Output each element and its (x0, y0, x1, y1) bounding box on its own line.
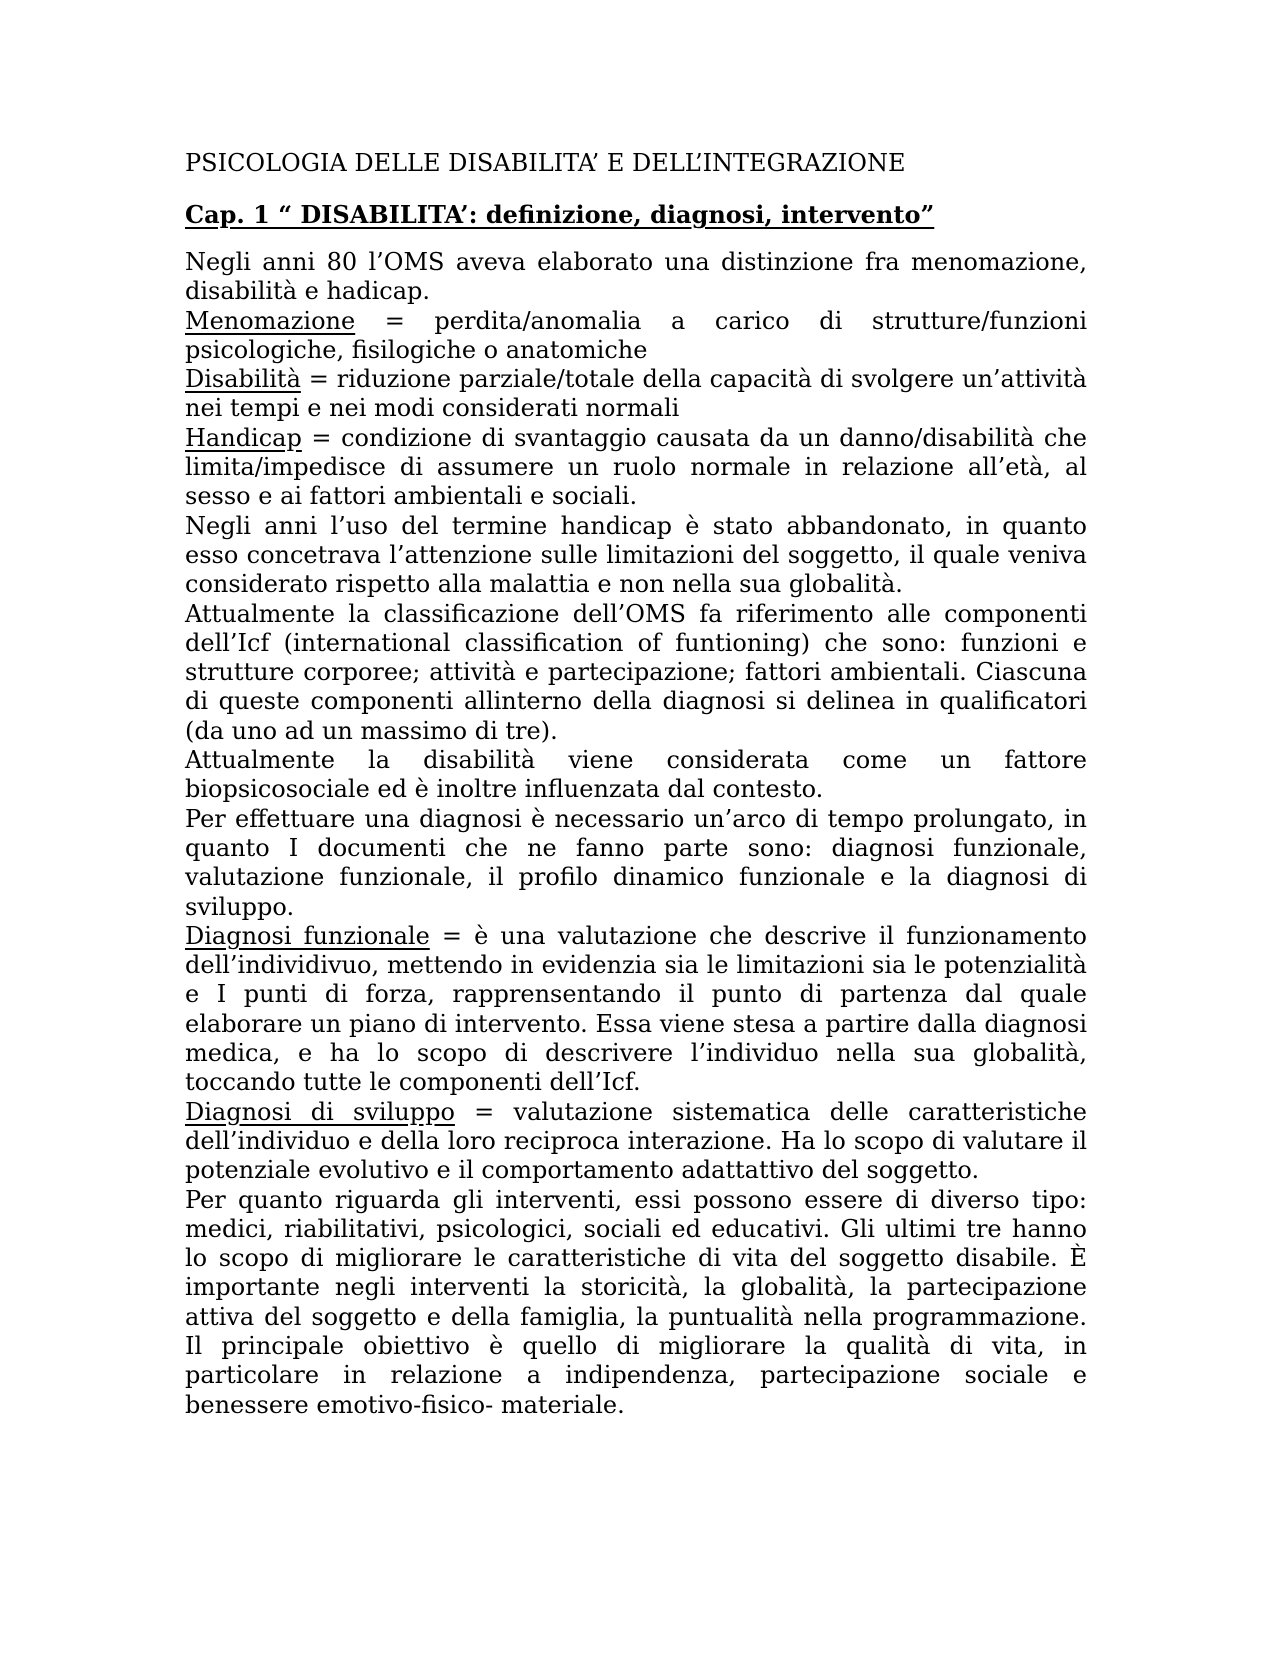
definition-diagnosi-sviluppo (185, 1098, 1087, 1186)
definition-text: = valutazione sistematica delle caratteristiche dell’individuo e della loro reciproca interazione. Ha lo scopo di valutare il potenziale evolutivo e il comportamento adattattivo del soggetto. (185, 1097, 1087, 1185)
chapter-heading: Cap. 1 “ DISABILITA’: definizione, diagnosi, intervento” (185, 200, 935, 229)
paragraph-diagnosi (185, 805, 1087, 922)
definition-text: = riduzione parziale/totale della capacità di svolgere un’attività nei tempi e nei modi considerati normali (185, 365, 1087, 423)
definition-text: = è una valutazione che descrive il funzionamento dell’individivuo, mettendo in evidenzia sia le limitazioni sia le potenzialità e I punti di forza, rapprensentando il punto di partenza dal quale elaborare un piano di intervento. Essa viene stesa a partire dalla diagnosi medica, e ha lo scopo di descrivere l’individuo nella sua globalità, toccando tutte le componenti dell’Icf. (185, 921, 1087, 1097)
document-body (185, 248, 1087, 1420)
defined-term: Handicap (185, 423, 302, 452)
paragraph-biopsicosociale (185, 746, 1087, 805)
paragraph-icf (185, 600, 1087, 746)
definition-text: = condizione di svantaggio causata da un danno/disabilità che limita/impedisce di assumere un ruolo normale in relazione all’età, al sesso e ai fattori ambientali e sociali. (185, 423, 1087, 511)
defined-term: Menomazione (185, 306, 356, 335)
document-page (185, 148, 1087, 1420)
paragraph-interventi (185, 1186, 1087, 1420)
document-title: PSICOLOGIA DELLE DISABILITA’ E DELL’INTEGRAZIONE (185, 149, 906, 177)
definition-diagnosi-funzionale (185, 922, 1087, 1098)
paragraph-intro (185, 248, 1087, 307)
defined-term: Diagnosi funzionale (185, 921, 430, 950)
definition-menomazione (185, 307, 1087, 366)
definition-text: = perdita/anomalia a carico di strutture/funzioni psicologiche, fisilogiche o anatomiche (185, 306, 1087, 364)
paragraph-text: Attualmente la disabilità viene considerata come un fattore biopsicosociale ed è inoltre influenzata dal contesto. (185, 746, 1087, 804)
paragraph-text: Per quanto riguarda gli interventi, essi possono essere di diverso tipo: medici, riabilitativi, psicologici, sociali ed educativi. Gli ultimi tre hanno lo scopo di migliorare le caratteristiche di vita del soggetto disabile. È importante negli interventi la storicità, la globalità, la partecipazione attiva del soggetto e della famiglia, la puntualità nella programmazione. Il principale obiettivo è quello di migliorare la qualità di vita, in particolare in relazione a indipendenza, partecipazione sociale e benessere emotivo-fisico- materiale. (185, 1185, 1087, 1419)
defined-term: Disabilità (185, 365, 301, 394)
definition-handicap (185, 424, 1087, 512)
defined-term: Diagnosi di sviluppo (185, 1097, 455, 1126)
paragraph-handicap-abandoned (185, 512, 1087, 600)
paragraph-text: Negli anni l’uso del termine handicap è stato abbandonato, in quanto esso concetrava l’attenzione sulle limitazioni del soggetto, il quale veniva considerato rispetto alla malattia e non nella sua globalità. (185, 511, 1087, 599)
definition-disabilita (185, 365, 1087, 424)
paragraph-text: Per effettuare una diagnosi è necessario un’arco di tempo prolungato, in quanto I documenti che ne fanno parte sono: diagnosi funzionale, valutazione funzionale, il profilo dinamico funzionale e la diagnosi di sviluppo. (185, 804, 1087, 921)
paragraph-text: Attualmente la classificazione dell’OMS fa riferimento alle componenti dell’Icf (international classification of funtioning) che sono: funzioni e strutture corporee; attività e partecipazione; fattori ambientali. Ciascuna di queste componenti allinterno della diagnosi si delinea in qualificatori (da uno ad un massimo di tre). (185, 599, 1087, 745)
paragraph-text: Negli anni 80 l’OMS aveva elaborato una distinzione fra menomazione, disabilità e hadicap. (185, 248, 1087, 306)
